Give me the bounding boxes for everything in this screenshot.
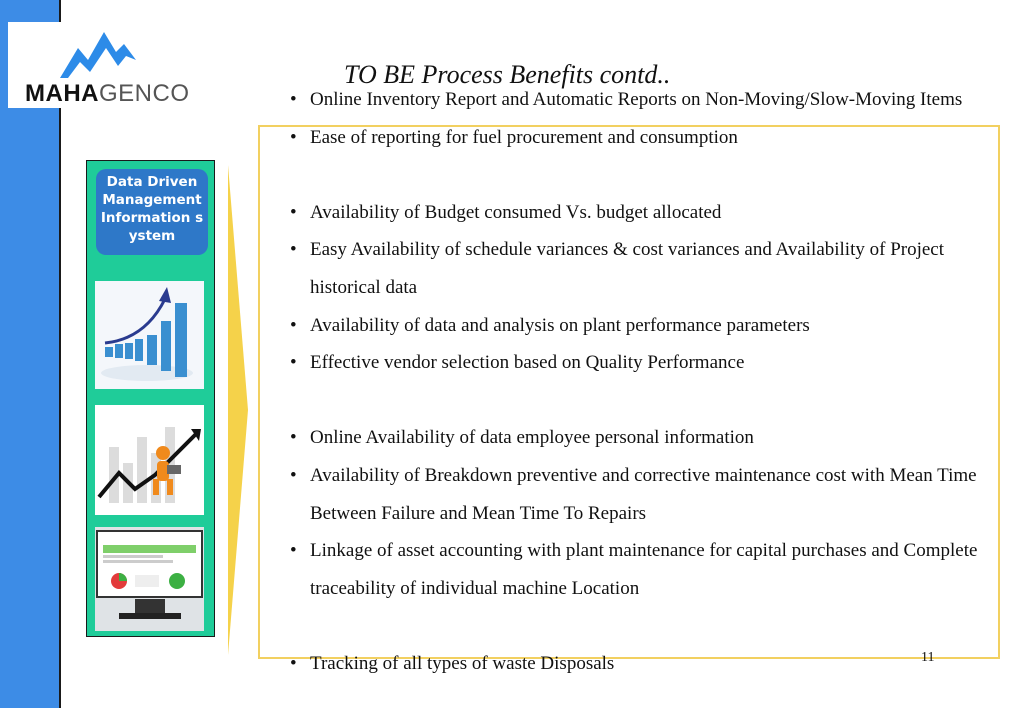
side-panel-label: Data Driven Management Information system (96, 169, 208, 255)
mountain-logo-icon (60, 26, 140, 80)
list-spacer (290, 607, 1000, 645)
logo-text-maha: MAHA (25, 80, 99, 107)
mahagenco-logo (8, 22, 190, 108)
list-item: • Availability of Breakdown preventive and corrective maintenance cost with Mean Time Between Failure and Mean Time To Repairs (290, 457, 1000, 532)
list-item: • Tracking of all types of waste Disposals (290, 645, 1000, 683)
logo-text-genco: GENCO (99, 80, 190, 107)
dashboard-monitor-image (95, 527, 204, 631)
page-number: 11 (921, 650, 935, 665)
list-item: • Easy Availability of schedule variances & cost variances and Availability of Project historical data (290, 231, 1000, 306)
list-item: • Availability of data and analysis on plant performance parameters (290, 307, 1000, 345)
list-spacer (290, 382, 1000, 420)
side-panel (86, 160, 215, 637)
list-item: • Linkage of asset accounting with plant maintenance for capital purchases and Complete traceability of individual machine Location (290, 532, 1000, 607)
growth-bars-image (95, 281, 204, 389)
list-item: • Online Availability of data employee personal information (290, 419, 1000, 457)
list-item: • Effective vendor selection based on Quality Performance (290, 344, 1000, 382)
person-chart-image (95, 405, 204, 515)
list-item: • Ease of reporting for fuel procurement and consumption (290, 119, 1000, 157)
list-spacer (290, 156, 1000, 194)
list-item: • Availability of Budget consumed Vs. budget allocated (290, 194, 1000, 232)
slide-title: TO BE Process Benefits contd.. (344, 60, 671, 89)
chevron-arrow-icon (228, 165, 250, 655)
list-item: • Online Inventory Report and Automatic Reports on Non-Moving/Slow-Moving Items (290, 81, 1000, 119)
benefits-list (290, 81, 1000, 683)
